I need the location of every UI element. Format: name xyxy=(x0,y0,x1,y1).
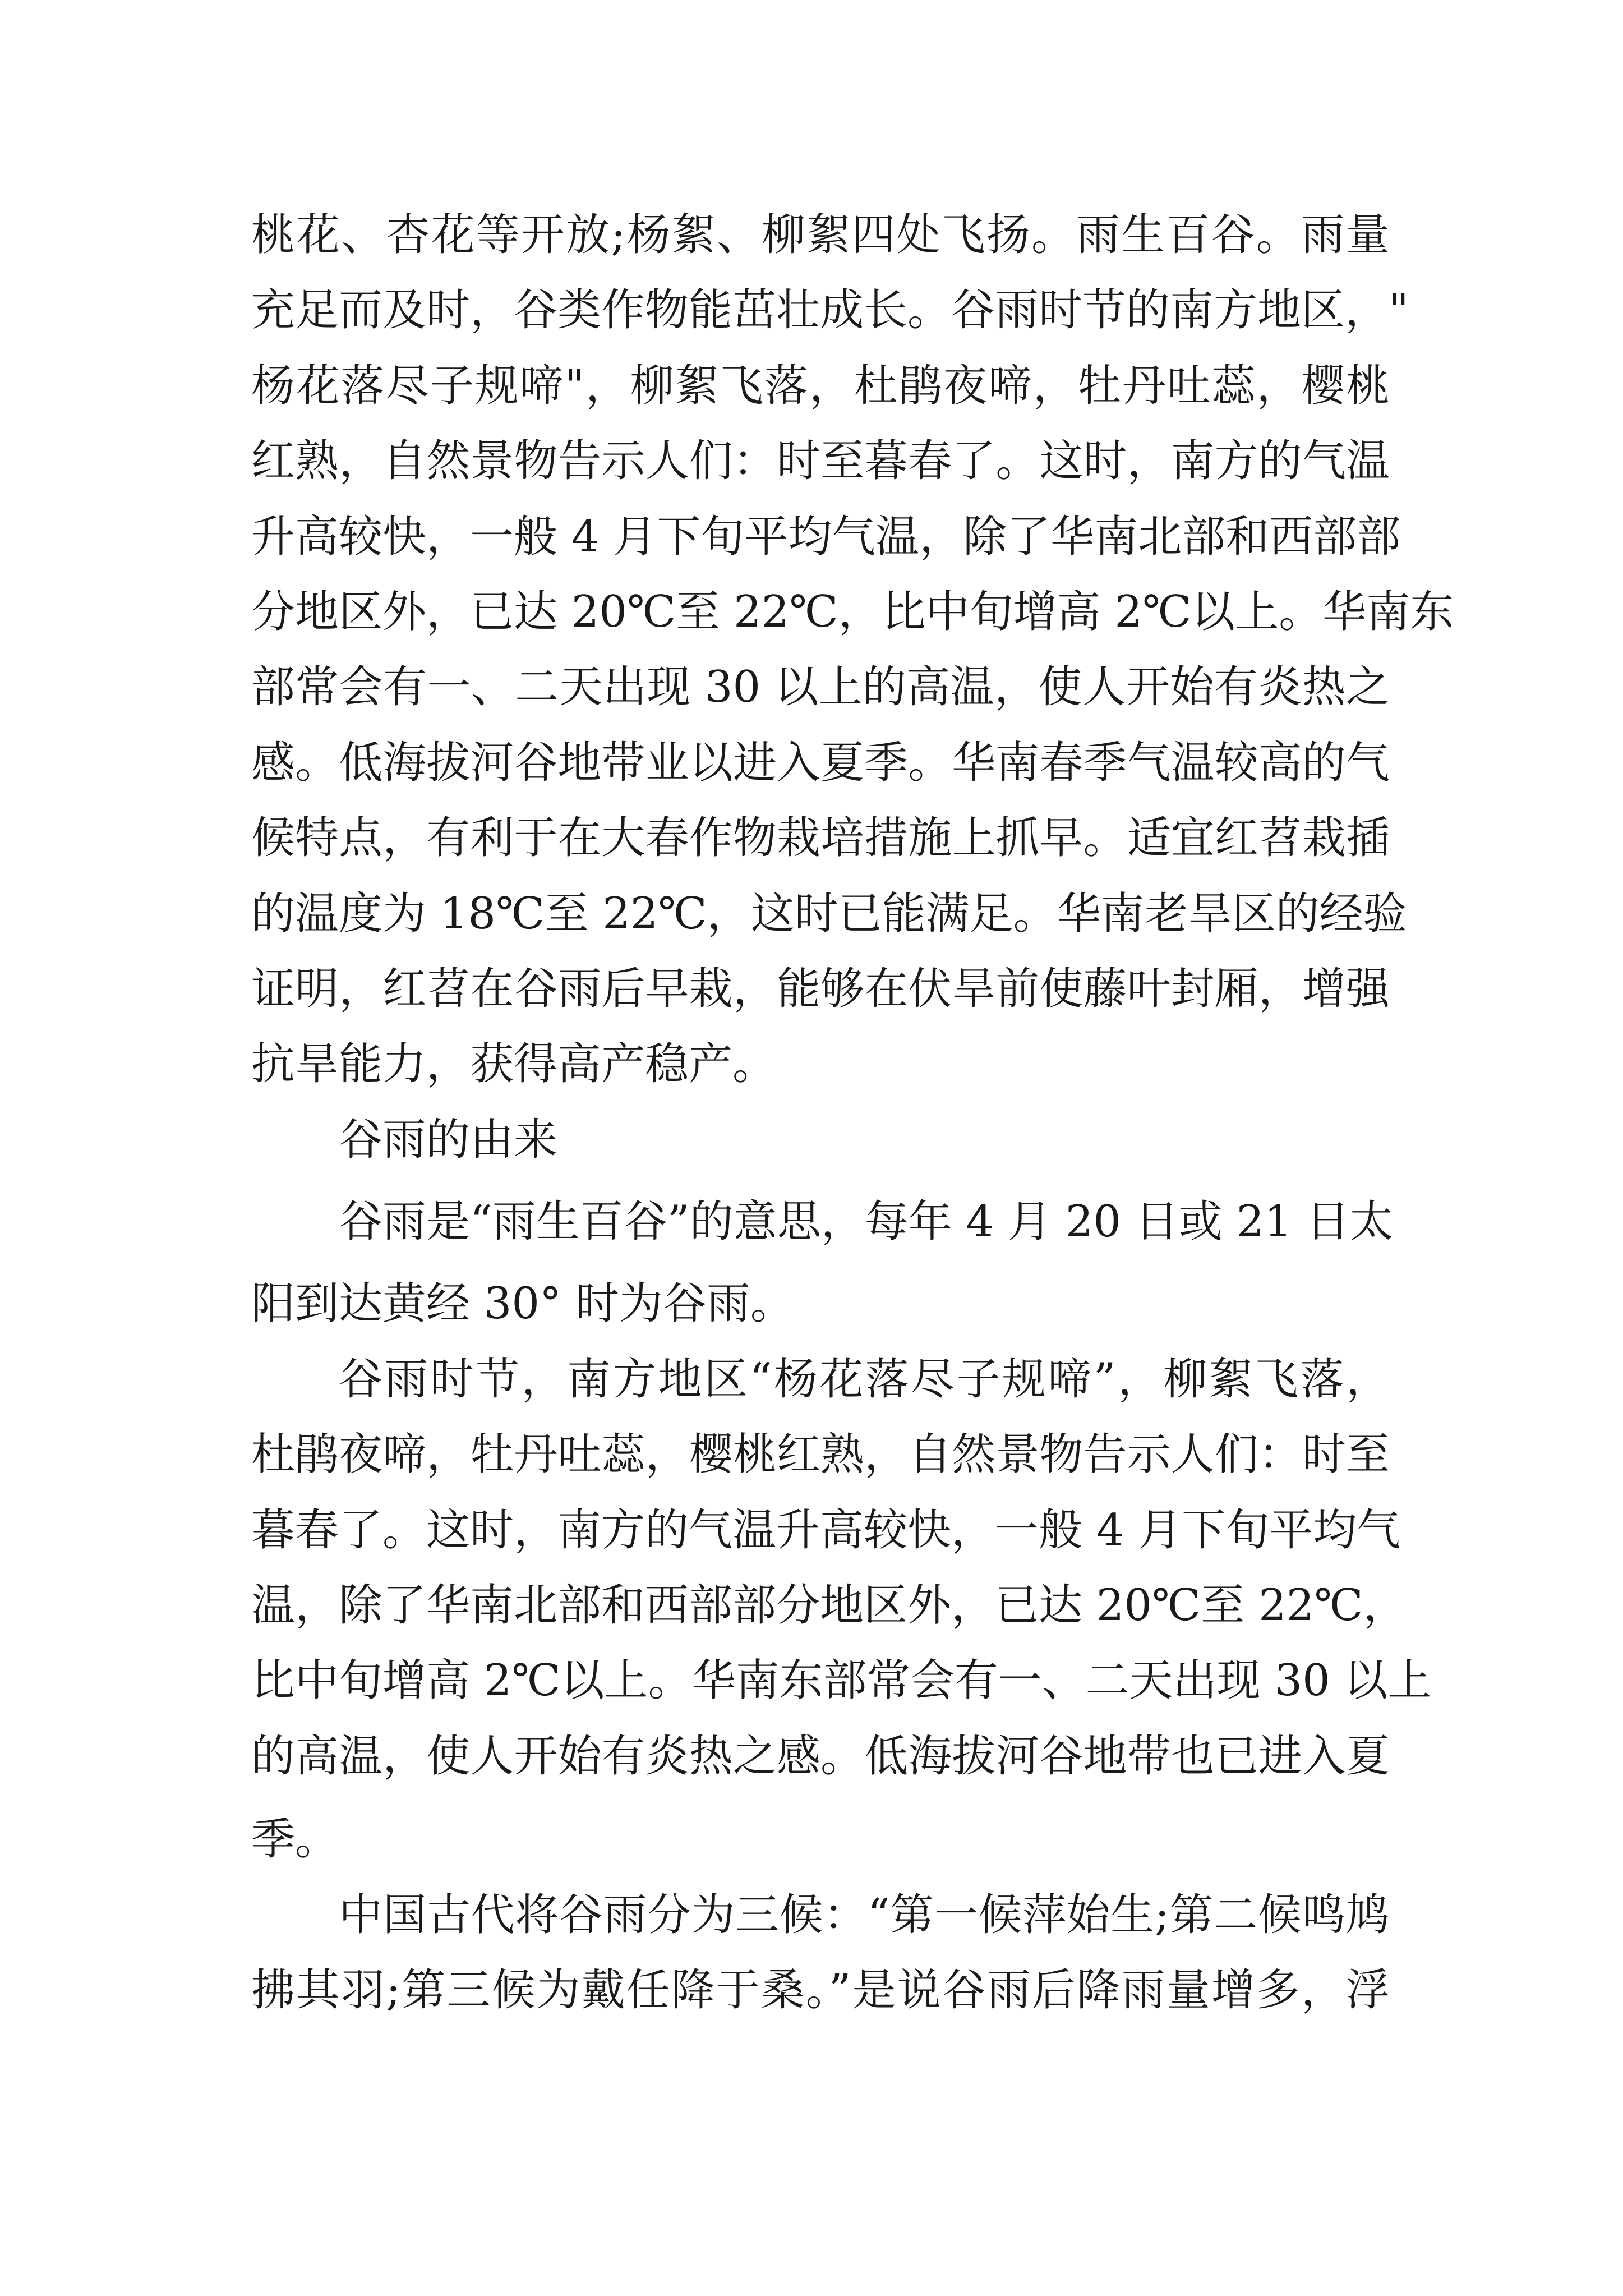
text-line: 暮春了。这时，南方的气温升高较快，一般 4 月下旬平均气 xyxy=(251,1504,1401,1556)
text-line: 证明，红苕在谷雨后早栽，能够在伏旱前使藤叶封厢，增强 xyxy=(251,963,1390,1014)
text-line: 候特点，有利于在大春作物栽培措施上抓早。适宜红苕栽插 xyxy=(251,813,1390,864)
text-line: 谷雨时节，南方地区“杨花落尽子规啼”，柳絮飞落， xyxy=(339,1354,1390,1405)
text-line: 升高较快，一般 4 月下旬平均气温，除了华南北部和西部部 xyxy=(251,511,1401,562)
text-line: 分地区外，已达 20℃至 22℃，比中旬增高 2℃以上。华南东 xyxy=(251,586,1454,637)
text-line: 比中旬增高 2℃以上。华南东部常会有一、二天出现 30 以上 xyxy=(251,1655,1432,1706)
text-line: 的温度为 18℃至 22℃，这时已能满足。华南老旱区的经验 xyxy=(251,888,1407,939)
text-line: 杜鹃夜啼，牡丹吐蕊，樱桃红熟，自然景物告示人们：时至 xyxy=(251,1429,1390,1480)
text-line: 拂其羽;第三候为戴任降于桑。”是说谷雨后降雨量增多，浮 xyxy=(251,1964,1390,2016)
text-line: 抗旱能力，获得高产稳产。 xyxy=(251,1039,777,1090)
text-line: 温，除了华南北部和西部部分地区外，已达 20℃至 22℃， xyxy=(251,1580,1407,1631)
text-line: 感。低海拔河谷地带业以进入夏季。华南春季气温较高的气 xyxy=(251,737,1390,788)
text-line: 充足而及时，谷类作物能茁壮成长。谷雨时节的南方地区，" xyxy=(251,285,1409,336)
text-line: 桃花、杏花等开放;杨絮、柳絮四处飞扬。雨生百谷。雨量 xyxy=(251,210,1390,260)
text-line: 季。 xyxy=(251,1814,339,1865)
text-line: 部常会有一、二天出现 30 以上的高温，使人开始有炎热之 xyxy=(251,662,1390,713)
text-line: 杨花落尽子规啼"，柳絮飞落，杜鹃夜啼，牡丹吐蕊，樱桃 xyxy=(251,360,1390,411)
body-text xyxy=(251,197,1454,2028)
text-line: 的高温，使人开始有炎热之感。低海拔河谷地带也已进入夏 xyxy=(251,1731,1390,1782)
text-line: 阳到达黄经 30° 时为谷雨。 xyxy=(251,1278,794,1329)
text-line: 谷雨的由来 xyxy=(339,1114,558,1165)
text-line: 红熟，自然景物告示人们：时至暮春了。这时，南方的气温 xyxy=(251,436,1390,487)
text-line: 谷雨是“雨生百谷”的意思，每年 4 月 20 日或 21 日太 xyxy=(339,1197,1394,1248)
text-line: 中国古代将谷雨分为三候：“第一候萍始生;第二候鸣鸠 xyxy=(339,1889,1390,1940)
